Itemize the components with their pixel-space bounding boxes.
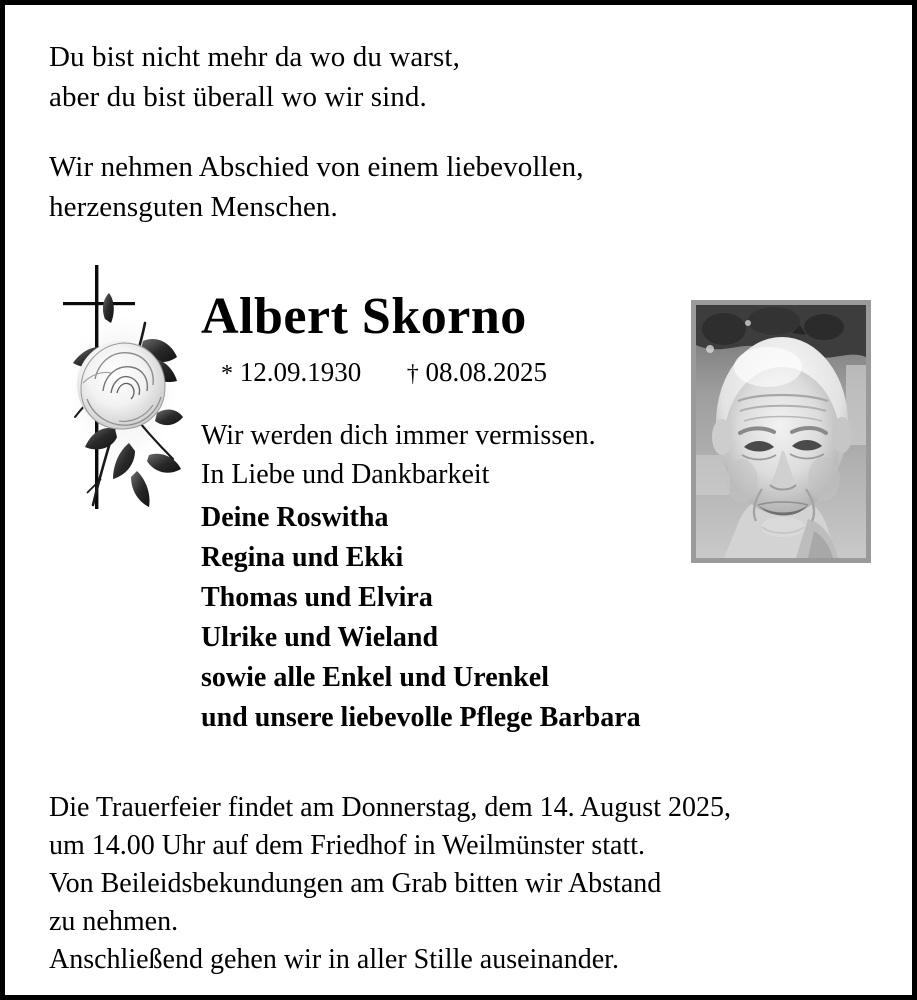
- list-item: sowie alle Enkel und Urenkel: [201, 662, 549, 693]
- details-line-1: Die Trauerfeier findet am Donnerstag, dem 14. August 2025,: [49, 792, 731, 823]
- funeral-details: [49, 789, 839, 979]
- list-item: Thomas und Elvira: [201, 582, 433, 613]
- list-item: Deine Roswitha: [201, 502, 389, 533]
- farewell-block: [201, 416, 721, 494]
- birth-date: 12.09.1930: [239, 357, 362, 387]
- deceased-name: Albert Skorno: [201, 288, 527, 345]
- list-item: und unsere liebevolle Pflege Barbara: [201, 702, 641, 733]
- portrait-photo-of-deceased: [691, 300, 871, 563]
- died-symbol: †: [406, 361, 419, 387]
- list-item: Regina und Ekki: [201, 542, 404, 573]
- verse-line-1: Du bist nicht mehr da wo du warst,: [49, 41, 460, 73]
- born-symbol: *: [221, 361, 233, 387]
- farewell-line-2: In Liebe und Dankbarkeit: [201, 459, 490, 490]
- verse-spacer: [49, 117, 749, 147]
- mourners-list: [201, 498, 721, 738]
- verse-line-2: aber du bist überall wo wir sind.: [49, 81, 427, 113]
- list-item: Ulrike und Wieland: [201, 622, 439, 653]
- cross-with-rose-icon: [57, 257, 187, 519]
- details-line-2: um 14.00 Uhr auf dem Friedhof in Weilmünster statt.: [49, 830, 646, 861]
- verse-block: [49, 37, 749, 227]
- announcement-line-2: herzensguten Menschen.: [49, 191, 338, 223]
- details-line-4: zu nehmen.: [49, 906, 179, 937]
- details-line-5: Anschließend gehen wir in aller Stille auseinander.: [49, 944, 619, 975]
- center-block: [201, 288, 721, 738]
- details-line-3: Von Beileidsbekundungen am Grab bitten wir Abstand: [49, 868, 662, 899]
- life-dates: [201, 356, 721, 390]
- death-date: 08.08.2025: [425, 357, 547, 387]
- farewell-line-1: Wir werden dich immer vermissen.: [201, 420, 596, 451]
- announcement-line-1: Wir nehmen Abschied von einem liebevollen,: [49, 151, 584, 183]
